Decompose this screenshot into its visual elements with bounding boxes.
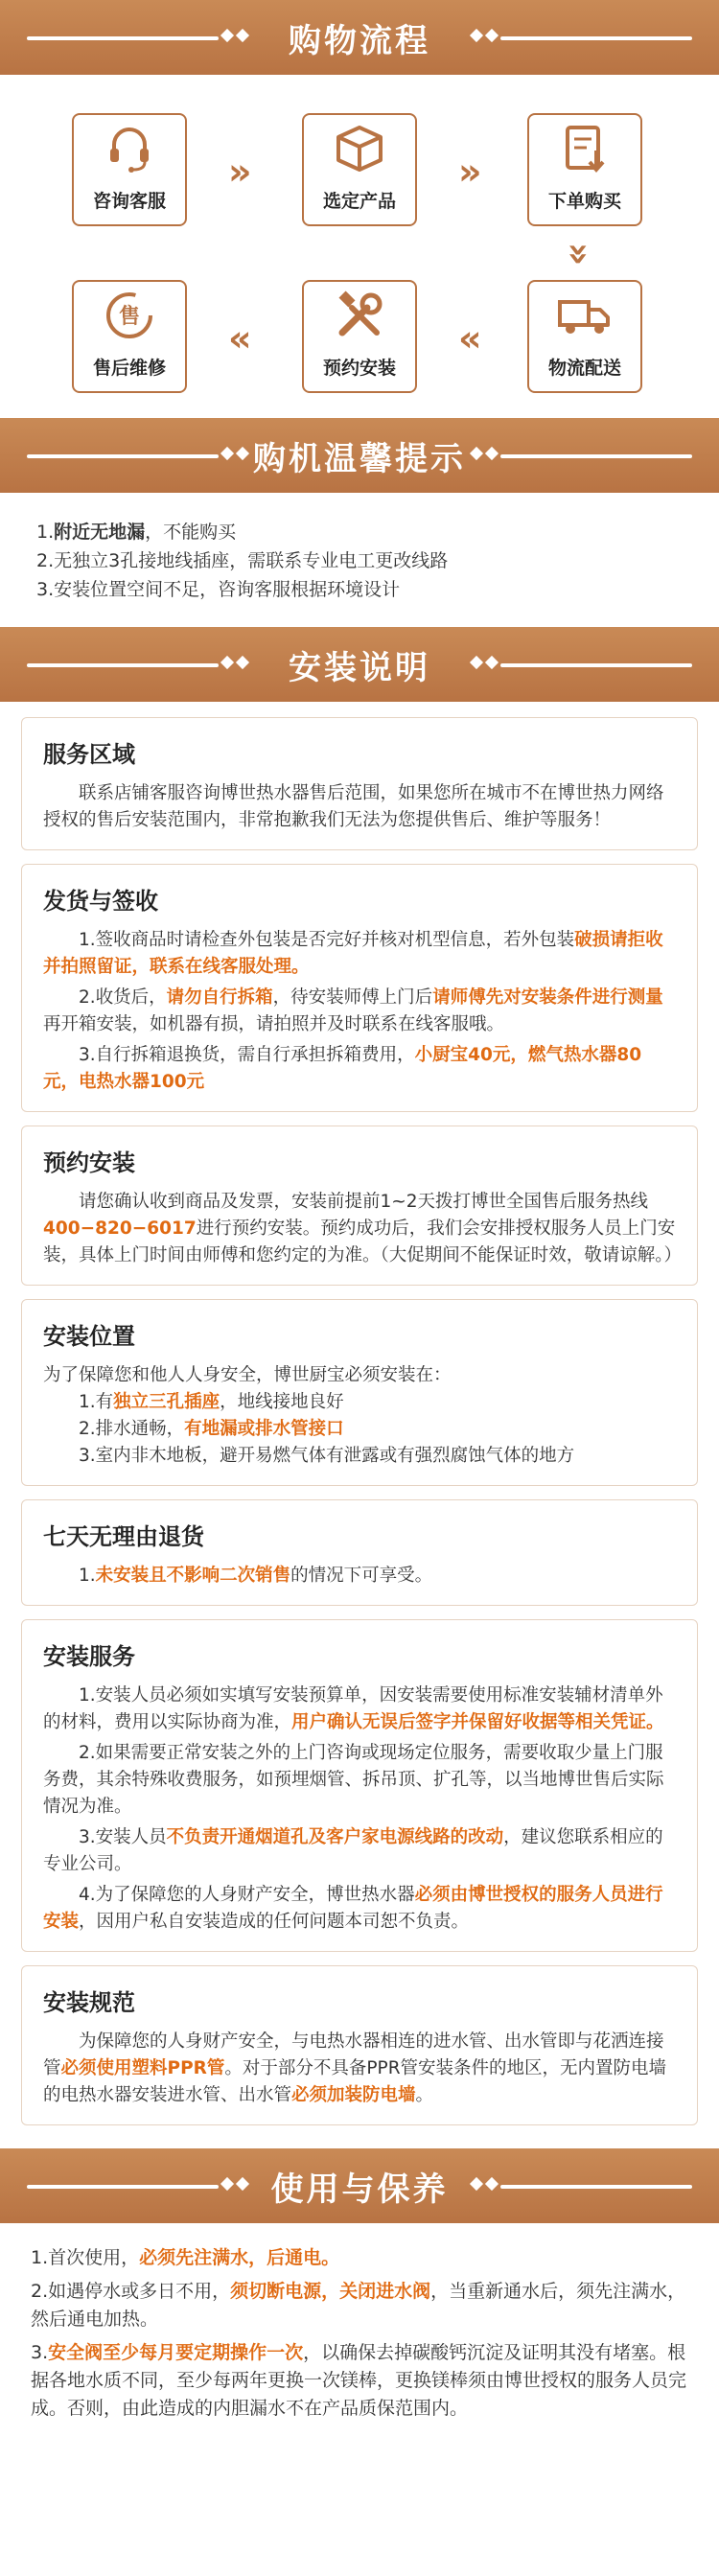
banner-dots (222, 31, 247, 40)
step-label: 咨询客服 (92, 191, 166, 212)
card-return-policy (21, 1499, 698, 1606)
arrow-right-icon: » (228, 151, 252, 193)
step-after-sales (72, 280, 187, 393)
card-text: 2.收货后，请勿自行拆箱，待安装师傅上门后请师傅先对安装条件进行测量再开箱安装，如机器有损，请拍照并及时联系在线客服哦。 (43, 987, 663, 1034)
usage-item: 3.安全阀至少每月要定期操作一次，以确保去掉碳酸钙沉淀及证明其没有堵塞。根据各地水质不同，至少每两年更换一次镁棒，更换镁棒须由博世授权的服务人员完成。否则，由此造成的内胆漏水不在产品质保范围内。 (31, 2342, 687, 2419)
step-choose-product (302, 113, 417, 226)
usage-maintenance (0, 2223, 719, 2448)
banner-dots (222, 449, 247, 458)
card-text: 1.签收商品时请检查外包装是否完好并核对机型信息，若外包装破损请拒收并拍照留证，联系在线客服处理。 (43, 930, 663, 977)
card-appointment (21, 1126, 698, 1286)
banner-dots (472, 658, 497, 667)
step-place-order (527, 113, 642, 226)
banner-dots (472, 31, 497, 40)
order-icon (556, 120, 614, 177)
section-banner-usage (0, 2148, 719, 2223)
banner-line (500, 663, 692, 667)
card-title: 服务区域 (43, 741, 135, 768)
usage-item: 2.如遇停水或多日不用，须切断电源，关闭进水阀，当重新通水后，须先注满水，然后通电加热。 (31, 2281, 686, 2330)
banner-line (27, 663, 219, 667)
card-title: 安装服务 (43, 1643, 135, 1670)
arrow-left-icon: « (458, 317, 482, 360)
card-service-area (21, 717, 698, 850)
banner-line (500, 2185, 692, 2189)
step-label: 下单购买 (547, 191, 621, 212)
banner-line (500, 454, 692, 458)
banner-dots (222, 658, 247, 667)
tip-item: 1.附近无地漏，不能购买 (36, 522, 237, 543)
card-text: 联系店铺客服咨询博世热水器售后范围，如果您所在城市不在博世热力网络授权的售后安装范围内，非常抱歉我们无法为您提供售后、维护等服务！ (43, 783, 664, 830)
step-label: 售后维修 (92, 358, 166, 379)
service-icon (101, 287, 158, 344)
shopping-process (0, 75, 719, 418)
card-install-service (21, 1619, 698, 1952)
card-title: 安装位置 (43, 1323, 135, 1350)
card-location (21, 1299, 698, 1486)
section-title: 购物流程 (289, 21, 430, 60)
banner-line (27, 36, 219, 40)
section-banner-tips (0, 418, 719, 493)
step-label: 选定产品 (322, 191, 396, 212)
card-text: 为了保障您和他人人身安全，博世厨宝必须安装在： (43, 1365, 452, 1385)
card-text: 1.未安装且不影响二次销售的情况下可享受。 (79, 1566, 433, 1586)
card-shipping (21, 864, 698, 1112)
card-title: 七天无理由退货 (43, 1523, 204, 1550)
card-text: 4.为了保障您的人身财产安全，博世热水器必须由博世授权的服务人员进行安装，因用户私自安装造成的任何问题本司恕不负责。 (43, 1885, 663, 1932)
section-banner-process (0, 0, 719, 75)
arrow-left-icon: « (228, 317, 252, 360)
step-consult (72, 113, 187, 226)
tip-item: 3.安装位置空间不足，咨询客服根据环境设计 (36, 579, 401, 600)
banner-line (500, 36, 692, 40)
card-text: 3.自行拆箱退换货，需自行承担拆箱费用，小厨宝40元，燃气热水器80元，电热水器100元 (43, 1045, 642, 1092)
card-title: 发货与签收 (43, 888, 158, 915)
card-title: 安装规范 (43, 1989, 135, 2016)
card-title: 预约安装 (43, 1149, 135, 1176)
card-text: 请您确认收到商品及发票，安装前提前1~2天拨打博世全国售后服务热线400−820−6017进行预约安装。预约成功后，我们会安排授权服务人员上门安装，具体上门时间由师傅和您约定的为准。（大促期间不能保证时效，敬请谅解。） (43, 1192, 683, 1265)
usage-item: 1.首次使用，必须先注满水，后通电。 (31, 2247, 340, 2268)
arrow-down-icon: » (558, 242, 601, 267)
svg-text:售: 售 (118, 305, 141, 329)
banner-dots (472, 2179, 497, 2189)
banner-dots (222, 2179, 247, 2189)
card-text: 3.室内非木地板，避开易燃气体有泄露或有强烈腐蚀气体的地方 (79, 1446, 575, 1466)
banner-line (27, 2185, 219, 2189)
step-label: 物流配送 (547, 358, 621, 379)
purchase-tips (0, 493, 719, 627)
step-label: 预约安装 (322, 358, 396, 379)
tip-item: 2.无独立3孔接地线插座，需联系专业电工更改线路 (36, 550, 449, 571)
step-installation (302, 280, 417, 393)
card-text: 1.有独立三孔插座，地线接地良好 (79, 1392, 344, 1412)
tools-icon (331, 287, 388, 344)
truck-icon (556, 287, 614, 344)
card-text: 2.排水通畅，有地漏或排水管接口 (79, 1419, 344, 1439)
section-title: 安装说明 (289, 648, 430, 687)
card-text: 1.安装人员必须如实填写安装预算单，因安装需要使用标准安装辅材清单外的材料，费用以实际协商为准，用户确认无误后签字并保留好收据等相关凭证。 (43, 1685, 664, 1732)
step-logistics (527, 280, 642, 393)
section-banner-install (0, 627, 719, 702)
card-text: 2.如果需要正常安装之外的上门咨询或现场定位服务，需要收取少量上门服务费，其余特殊收费服务，如预埋烟管、拆吊顶、扩孔等，以当地博世售后实际情况为准。 (43, 1743, 664, 1817)
headset-icon (101, 120, 158, 177)
box-icon (331, 120, 388, 177)
card-text: 3.安装人员不负责开通烟道孔及客户家电源线路的改动，建议您联系相应的专业公司。 (43, 1827, 663, 1874)
card-text: 为保障您的人身财产安全，与电热水器相连的进水管、出水管即与花洒连接管必须使用塑料PPR管。对于部分不具备PPR管安装条件的地区，无内置防电墙的电热水器安装进水管、出水管必须加装防电墙。 (43, 2031, 667, 2105)
section-title: 使用与保养 (270, 2170, 449, 2209)
card-install-spec (21, 1965, 698, 2125)
section-title: 购机温馨提示 (253, 439, 466, 478)
hotline-number: 400−820−6017 (43, 1218, 197, 1239)
banner-dots (472, 449, 497, 458)
banner-line (27, 454, 219, 458)
arrow-right-icon: » (458, 151, 482, 193)
